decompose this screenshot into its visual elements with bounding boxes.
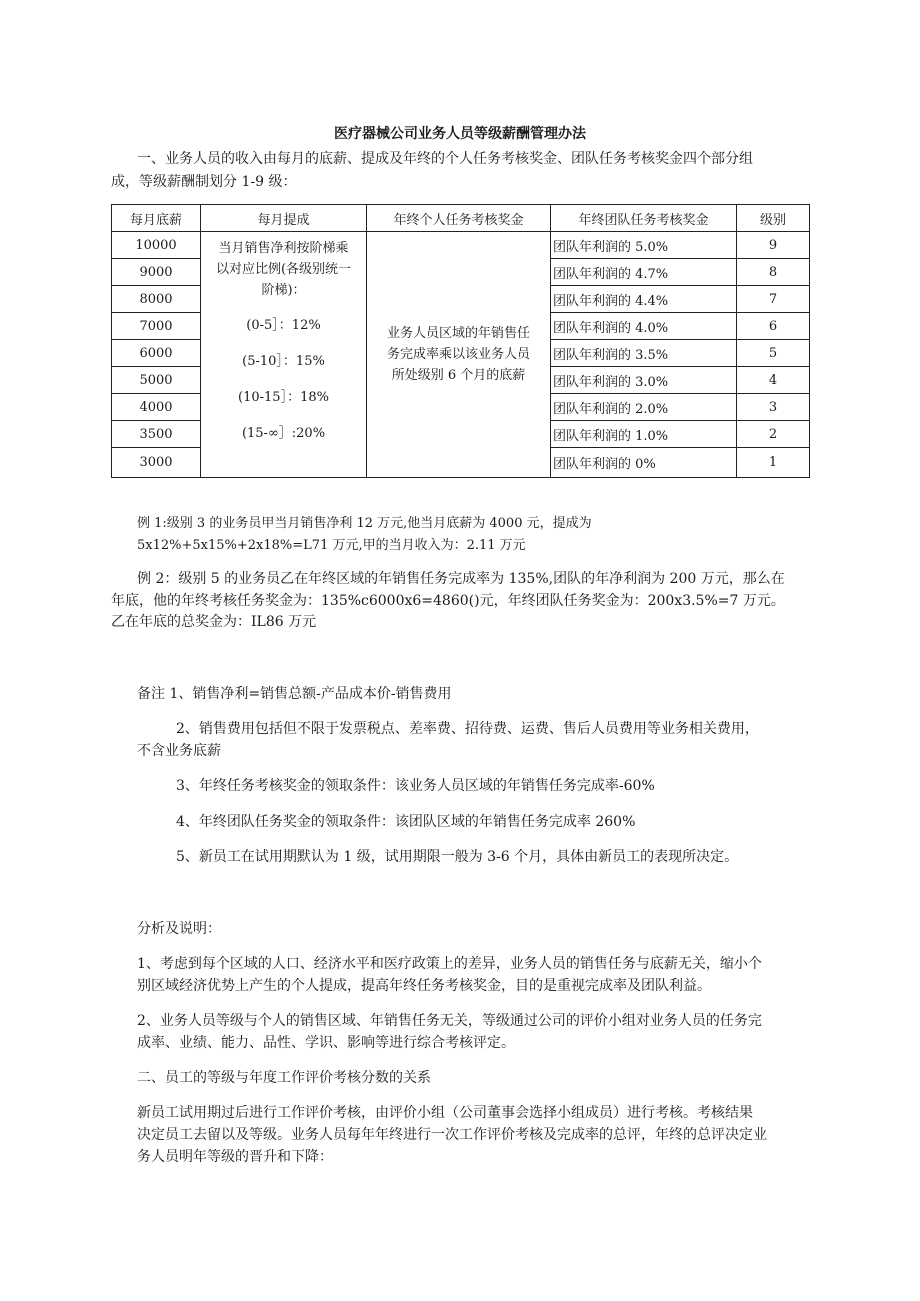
note-4: 4、年终团队任务奖金的领取条件：该团队区域的年销售任务完成率 260% <box>176 814 636 830</box>
level-cell: 6 <box>737 313 810 340</box>
header-commission: 每月提成 <box>201 205 367 232</box>
note-2-line2: 不含业务底薪 <box>137 743 221 759</box>
header-base-salary: 每月底薪 <box>112 205 201 232</box>
table-header-row <box>112 205 810 232</box>
level-cell: 5 <box>737 340 810 367</box>
level-cell: 8 <box>737 259 810 286</box>
base-salary-cell: 7000 <box>112 313 201 340</box>
note-1: 备注 1、销售净利=销售总额-产品成本价-销售费用 <box>137 686 452 702</box>
team-bonus-cell: 团队年利润的 5.0% <box>551 232 737 259</box>
analysis-p2-line1: 2、业务人员等级与个人的销售区域、年销售任务无关，等级通过公司的评价小组对业务人员的任务完 <box>137 1013 762 1029</box>
note-2-line1: 2、销售费用包括但不限于发票税点、差率费、招待费、运费、售后人员费用等业务相关费用， <box>176 721 759 737</box>
example2-line1: 例 2：级别 5 的业务员乙在年终区域的年销售任务完成率为 135%,团队的年净利润为 200 万元，那么在 <box>137 571 785 587</box>
header-personal-bonus: 年终个人任务考核奖金 <box>367 205 551 232</box>
analysis-p1-line2: 别区域经济优势上产生的个人提成，提高年终任务考核奖金，目的是重视完成率及团队利益。 <box>137 978 711 994</box>
table-row <box>112 232 810 259</box>
personal-bonus-line: 所处级别 6 个月的底薪 <box>391 368 526 383</box>
section1-line1: 一、业务人员的收入由每月的底薪、提成及年终的个人任务考核奖金、团队任务考核奖金四个部分组 <box>137 151 753 167</box>
example2-line2: 年底，他的年终考核任务奖金为：135%c6000x6=4860()元，年终团队任务奖金为：200x3.5%=7 万元。 <box>111 593 785 609</box>
commission-rate: (0-5］：12% <box>246 318 321 333</box>
base-salary-cell: 4000 <box>112 394 201 421</box>
level-cell: 4 <box>737 367 810 394</box>
personal-bonus-line: 务完成率乘以该业务人员 <box>386 347 530 362</box>
level-cell: 3 <box>737 394 810 421</box>
base-salary-cell: 3000 <box>112 448 201 478</box>
base-salary-cell: 10000 <box>112 232 201 259</box>
level-cell: 9 <box>737 232 810 259</box>
section2-line3: 务人员明年等级的晋升和下降： <box>137 1149 333 1165</box>
analysis-p1-line1: 1、考虑到每个区域的人口、经济水平和医疗政策上的差异，业务人员的销售任务与底薪无关，缩小个 <box>137 956 762 972</box>
team-bonus-cell: 团队年利润的 0% <box>551 448 737 478</box>
base-salary-cell: 8000 <box>112 286 201 313</box>
base-salary-cell: 5000 <box>112 367 201 394</box>
section2-heading: 二、员工的等级与年度工作评价考核分数的关系 <box>137 1070 431 1086</box>
level-cell: 7 <box>737 286 810 313</box>
header-level: 级别 <box>737 205 810 232</box>
analysis-p2-line2: 成率、业绩、能力、品性、学识、影响等进行综合考核评定。 <box>137 1035 515 1051</box>
commission-rule-cell <box>201 232 367 478</box>
example1-line1: 例 1:级别 3 的业务员甲当月销售净利 12 万元,他当月底薪为 4000 元，提成为 <box>137 516 592 531</box>
personal-bonus-rule-cell <box>367 232 551 478</box>
level-cell: 2 <box>737 421 810 448</box>
commission-rate: (15-∞］:20% <box>241 426 326 441</box>
team-bonus-cell: 团队年利润的 4.4% <box>551 286 737 313</box>
team-bonus-cell: 团队年利润的 4.7% <box>551 259 737 286</box>
commission-rate: (10-15］：18% <box>238 390 329 405</box>
example1-line2: 5x12%+5x15%+2x18%=L71 万元,甲的当月收入为：2.11 万元 <box>137 538 526 553</box>
section2-line2: 决定员工去留以及等级。业务人员每年年终进行一次工作评价考核及完成率的总评，年终的总评决定业 <box>137 1127 767 1143</box>
commission-line: 阶梯)： <box>261 283 306 298</box>
section1-line2: 成，等级薪酬制划分 1-9 级： <box>111 174 297 190</box>
commission-line: 以对应比例(各级别统一 <box>215 262 352 277</box>
note-5: 5、新员工在试用期默认为 1 级，试用期限一般为 3-6 个月，具体由新员工的表现所决定。 <box>176 849 739 865</box>
level-cell: 1 <box>737 448 810 478</box>
example2-line3: 乙在年底的总奖金为：IL86 万元 <box>111 614 317 630</box>
team-bonus-cell: 团队年利润的 4.0% <box>551 313 737 340</box>
personal-bonus-line: 业务人员区域的年销售任 <box>386 326 530 341</box>
base-salary-cell: 6000 <box>112 340 201 367</box>
commission-rate: (5-10］：15% <box>242 354 325 369</box>
base-salary-cell: 9000 <box>112 259 201 286</box>
team-bonus-cell: 团队年利润的 2.0% <box>551 394 737 421</box>
analysis-heading: 分析及说明： <box>137 921 221 937</box>
team-bonus-cell: 团队年利润的 3.0% <box>551 367 737 394</box>
header-team-bonus: 年终团队任务考核奖金 <box>551 205 737 232</box>
team-bonus-cell: 团队年利润的 1.0% <box>551 421 737 448</box>
commission-line: 当月销售净利按阶梯乘 <box>218 241 349 256</box>
note-3: 3、年终任务考核奖金的领取条件：该业务人员区域的年销售任务完成率-60% <box>176 778 655 794</box>
base-salary-cell: 3500 <box>112 421 201 448</box>
section2-line1: 新员工试用期过后进行工作评价考核，由评价小组（公司董事会选择小组成员）进行考核。考核结果 <box>137 1105 753 1121</box>
salary-grade-table <box>111 204 810 478</box>
document-title: 医疗器械公司业务人员等级薪酬管理办法 <box>334 126 586 142</box>
team-bonus-cell: 团队年利润的 3.5% <box>551 340 737 367</box>
